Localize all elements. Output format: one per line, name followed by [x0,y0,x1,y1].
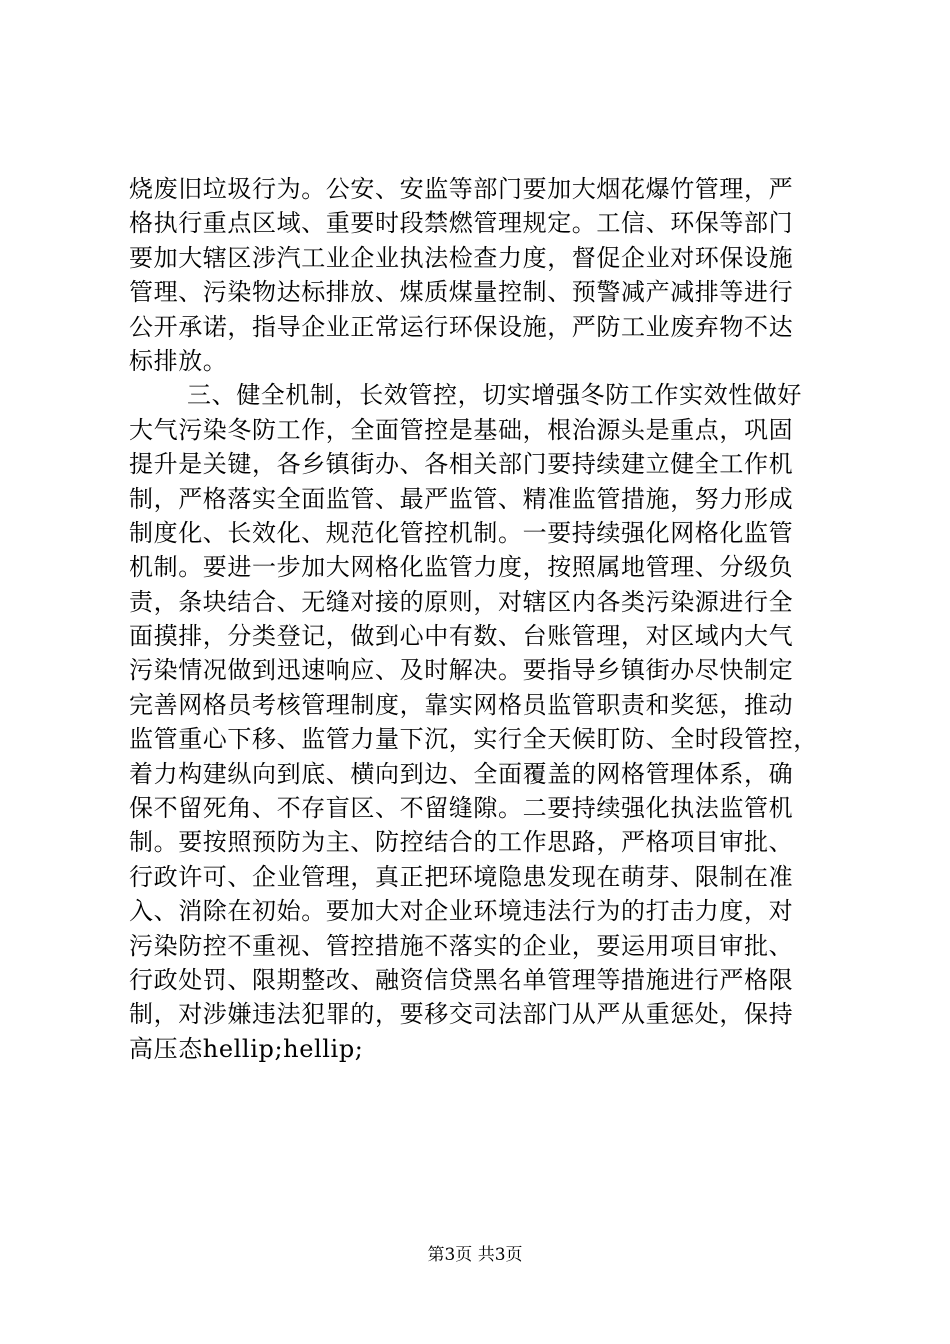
page-number-footer: 第3页 共3页 [427,1245,523,1265]
text-line: 面摸排，分类登记，做到心中有数、台账管理，对区域内大气 [129,622,794,651]
text-line: 公开承诺，指导企业正常运行环保设施，严防工业废弃物不达 [129,312,794,341]
text-line: 着力构建纵向到底、横向到边、全面覆盖的网格管理体系，确 [129,759,794,788]
text-line: 污染防控不重视、管控措施不落实的企业，要运用项目审批、 [129,931,794,960]
text-line: 制度化、长效化、规范化管控机制。一要持续强化网格化监管 [129,518,794,547]
text-line: 完善网格员考核管理制度，靠实网格员监管职责和奖惩，推动 [129,690,794,719]
section-heading-line: 三、健全机制，长效管控，切实增强冬防工作实效性做好 [187,381,802,410]
text-line: 保不留死角、不存盲区、不留缝隙。二要持续强化执法监管机 [129,794,794,823]
text-line: 烧废旧垃圾行为。公安、安监等部门要加大烟花爆竹管理，严 [129,175,794,203]
text-line: 格执行重点区域、重要时段禁燃管理规定。工信、环保等部门 [129,209,794,238]
body-text [129,172,844,1066]
text-line: 制，严格落实全面监管、最严监管、精准监管措施，努力形成 [129,484,794,513]
text-line: 入、消除在初始。要加大对企业环境违法行为的打击力度，对 [129,897,794,926]
text-line: 提升是关键，各乡镇街办、各相关部门要持续建立健全工作机 [129,450,794,479]
text-line: 行政处罚、限期整改、融资信贷黑名单管理等措施进行严格限 [129,965,794,994]
text-line: 管理、污染物达标排放、煤质煤量控制、预警减产减排等进行 [129,278,794,307]
text-line: 标排放。 [129,346,228,375]
text-line: 大气污染冬防工作，全面管控是基础，根治源头是重点，巩固 [129,415,794,444]
text-line: 高压态hellip;hellip; [129,1034,364,1063]
text-line: 要加大辖区涉汽工业企业执法检查力度，督促企业对环保设施 [129,243,794,272]
text-line: 机制。要进一步加大网格化监管力度，按照属地管理、分级负 [129,553,794,582]
text-line: 责，条块结合、无缝对接的原则，对辖区内各类污染源进行全 [129,587,794,616]
text-line: 制。要按照预防为主、防控结合的工作思路，严格项目审批、 [129,828,794,857]
text-line: 制，对涉嫌违法犯罪的，要移交司法部门从严从重惩处，保持 [129,1000,794,1029]
text-line: 污染情况做到迅速响应、及时解决。要指导乡镇街办尽快制定 [129,656,794,685]
text-line: 行政许可、企业管理，真正把环境隐患发现在萌芽、限制在准 [129,862,794,891]
text-line: 监管重心下移、监管力量下沉，实行全天候盯防、全时段管控， [129,725,818,754]
